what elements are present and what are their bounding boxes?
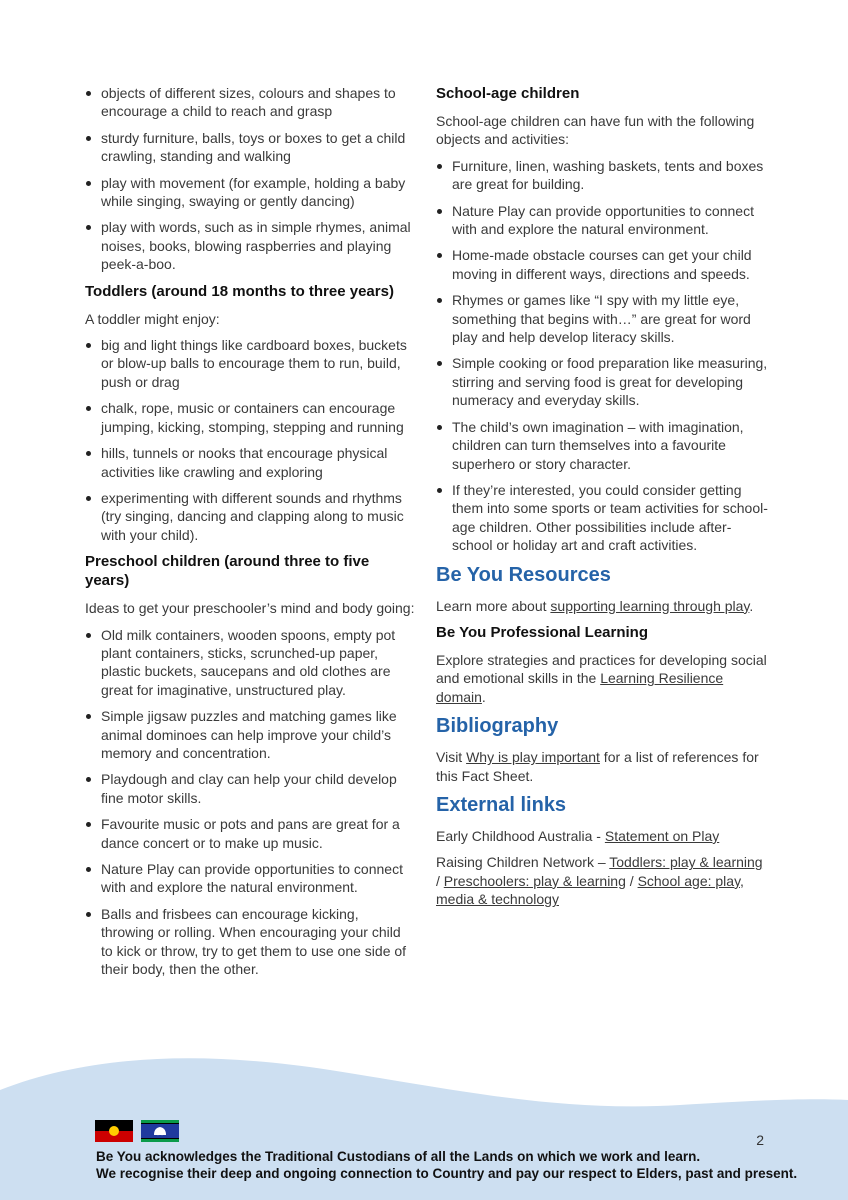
left-column	[85, 84, 415, 986]
list-item: play with movement (for example, holding a baby while singing, swaying or gently dancing)	[85, 174, 415, 211]
list-item: If they’re interested, you could consider getting them into some sports or team activities for school-age children. Other possibilities include after-school or holiday art and craft activities.	[436, 481, 768, 555]
list-item: Playdough and clay can help your child develop fine motor skills.	[85, 770, 415, 807]
acknowledgement-line-2: We recognise their deep and ongoing connection to Country and pay our respect to Elders, past and present.	[96, 1166, 798, 1181]
list-item: Nature Play can provide opportunities to connect with and explore the natural environment.	[436, 202, 768, 239]
preschoolers-play-learning-link[interactable]: Preschoolers: play & learning	[443, 872, 626, 889]
resources-suffix: .	[749, 597, 754, 614]
eca-text: Early Childhood Australia -	[436, 827, 605, 844]
list-item: sturdy furniture, balls, toys or boxes to get a child crawling, standing and walking	[85, 129, 415, 166]
list-item: Favourite music or pots and pans are great for a dance concert or to make up music.	[85, 815, 415, 852]
pl-suffix: .	[481, 688, 486, 705]
toddlers-play-learning-link[interactable]: Toddlers: play & learning	[609, 854, 763, 871]
flags	[95, 1120, 179, 1142]
school-age-play-media-link[interactable]: School age: play, media & technology	[436, 872, 744, 908]
acknowledgement	[96, 1148, 816, 1182]
list-item: big and light things like cardboard boxes, buckets or blow-up balls to encourage them to run, build, push or drag	[85, 336, 415, 391]
preschool-list	[85, 626, 415, 979]
torres-strait-islander-flag-icon	[141, 1120, 179, 1142]
toddler-list	[85, 336, 415, 544]
list-item: hills, tunnels or nooks that encourage physical activities like crawling and exploring	[85, 444, 415, 481]
list-item: The child’s own imagination – with imagination, children can turn themselves into a favourite superhero or story character.	[436, 418, 768, 473]
list-item: Nature Play can provide opportunities to connect with and explore the natural environment.	[85, 860, 415, 897]
professional-learning-paragraph	[436, 651, 768, 706]
toddlers-heading: Toddlers (around 18 months to three years)	[85, 282, 394, 300]
resources-text: Learn more about	[436, 597, 551, 614]
list-item: Furniture, linen, washing baskets, tents and boxes are great for building.	[436, 157, 768, 194]
preschool-heading: Preschool children (around three to five years)	[85, 553, 370, 590]
toddlers-intro: A toddler might enjoy:	[85, 310, 220, 327]
separator: /	[436, 872, 444, 889]
bib-suffix: for a list of references for this Fact Sheet.	[436, 749, 759, 784]
list-item: objects of different sizes, colours and shapes to encourage a child to reach and grasp	[85, 84, 415, 121]
list-item: Old milk containers, wooden spoons, empty pot plant containers, sticks, scrunched-up paper, plastic buckets, saucepans and old clothes are great for imaginative, unstructured play.	[85, 626, 415, 700]
rcn-text: Raising Children Network –	[436, 854, 610, 871]
aboriginal-flag-icon	[95, 1120, 133, 1142]
professional-learning-heading: Be You Professional Learning	[436, 623, 648, 641]
school-age-intro: School-age children can have fun with the following objects and activities:	[436, 113, 755, 148]
resources-heading: Be You Resources	[436, 563, 611, 586]
separator: /	[625, 872, 638, 889]
preschool-intro: Ideas to get your preschooler’s mind and body going:	[85, 600, 415, 617]
page-number: 2	[756, 1132, 764, 1148]
list-item: Simple cooking or food preparation like measuring, stirring and serving food is great for developing numeracy and everyday skills.	[436, 354, 768, 409]
external-links-heading: External links	[436, 793, 567, 816]
rcn-paragraph	[436, 853, 768, 908]
supporting-learning-link[interactable]: supporting learning through play	[550, 597, 750, 614]
list-item: chalk, rope, music or containers can encourage jumping, kicking, stomping, stepping and running	[85, 399, 415, 436]
infant-list	[85, 84, 415, 274]
acknowledgement-line-1: Be You acknowledges the Traditional Custodians of all the Lands on which we work and learn.	[96, 1149, 701, 1164]
learning-resilience-link[interactable]: Learning Resilience domain	[436, 670, 724, 705]
pl-text: Explore strategies and practices for developing social and emotional skills in the	[436, 651, 767, 687]
bibliography-heading: Bibliography	[436, 715, 559, 738]
eca-paragraph	[436, 827, 768, 845]
statement-on-play-link[interactable]: Statement on Play	[604, 827, 720, 844]
list-item: experimenting with different sounds and rhythms (try singing, dancing and clapping along to music with your child).	[85, 489, 415, 544]
school-age-list	[436, 157, 768, 555]
list-item: Home-made obstacle courses can get your child moving in different ways, directions and speeds.	[436, 246, 768, 283]
why-is-play-important-link[interactable]: Why is play important	[466, 749, 600, 766]
list-item: Simple jigsaw puzzles and matching games like animal dominoes can help improve your child’s memory and concentration.	[85, 707, 415, 762]
school-age-heading: School-age children	[436, 85, 580, 102]
list-item: Rhymes or games like “I spy with my little eye, something that begins with…” are great for word play and help develop literacy skills.	[436, 291, 768, 346]
right-column	[436, 84, 768, 917]
list-item: Balls and frisbees can encourage kicking, throwing or rolling. When encouraging your child to kick or throw, try to get them to use one side of their body, then the other.	[85, 905, 415, 979]
list-item: play with words, such as in simple rhymes, animal noises, books, blowing raspberries and playing peek-a-boo.	[85, 218, 415, 273]
resources-paragraph	[436, 597, 768, 615]
bibliography-paragraph	[436, 748, 768, 785]
bib-text: Visit	[436, 749, 467, 766]
